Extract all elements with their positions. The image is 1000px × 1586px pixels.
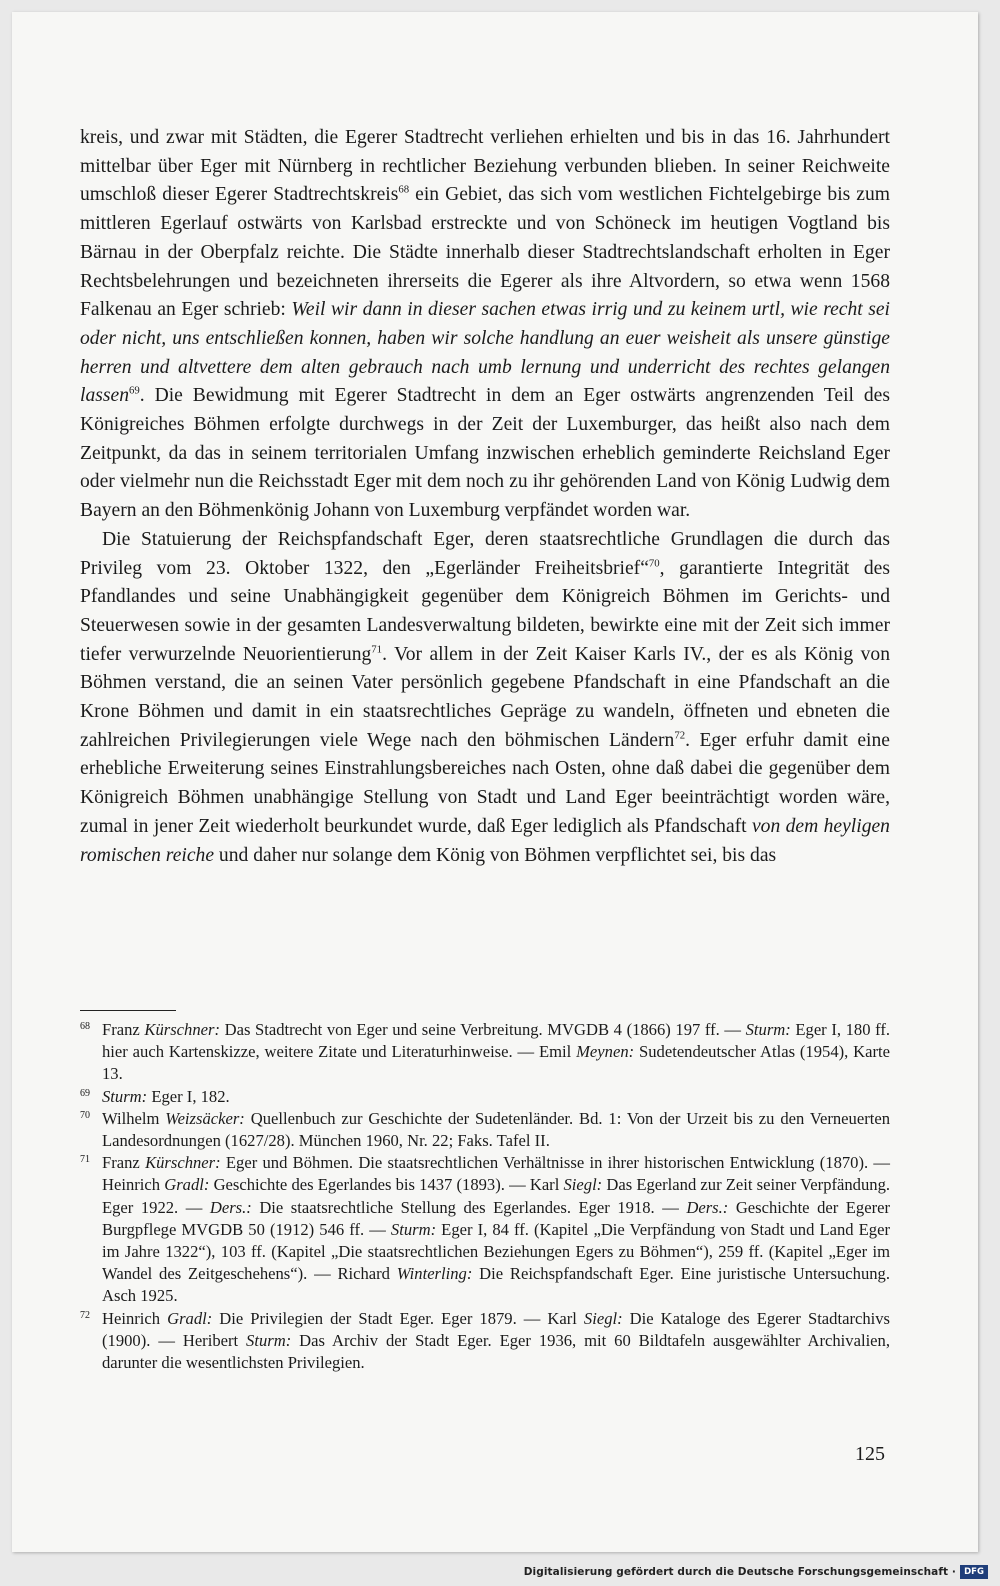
body-text [80, 124, 890, 870]
footnote-ref: 69 [128, 384, 140, 397]
italic-text: Kürschner: [144, 1020, 220, 1039]
footnote-number: 69 [80, 1087, 90, 1099]
footnote-rule [80, 1010, 176, 1011]
text-run: Die Privilegien der Stadt Eger. Eger 1879. — Karl [212, 1308, 584, 1328]
footnote-69 [80, 1086, 890, 1108]
footnote-68 [80, 1019, 890, 1086]
italic-text: Ders.: [686, 1197, 729, 1217]
text-run: Das Stadtrecht von Eger und seine Verbreitung. MVGDB 4 (1866) 197 ff. — [219, 1020, 746, 1039]
footnote-number: 68 [80, 1021, 90, 1032]
text-run: Eger I, 180 ff. hier auch Kartenskizze, weitere Zitate und Literaturhinweise. — Emil [102, 1020, 890, 1062]
text-run: Geschichte der Egerer Burgpflege MVGDB 50 (1912) 546 ff. — [102, 1197, 890, 1239]
text-run: Franz [102, 1020, 145, 1039]
italic-text: Ders.: [209, 1197, 252, 1217]
text-run: Die Kataloge des Egerer Stadtarchivs (1900). — Heribert [102, 1308, 890, 1350]
text-run: Quellenbuch zur Geschichte der Sudetenländer. Bd. 1: Von der Urzeit bis zu den Verneuerten Landesordnungen (1627/28). München 1960, Nr. 22; Faks. Tafel II. [102, 1108, 891, 1151]
italic-text: Weil wir dann in dieser sachen etwas irrig und zu keinem urtl, wie recht sei oder nicht, uns entschließen konnen, haben wir solche handlung an euer weisheit als unsere günstige herren und altvettere dem alten gebrauch nach umb lernung und underricht des rechtes gelangen lassen [80, 299, 890, 407]
dfg-logo: DFG [960, 1565, 988, 1579]
digitization-credit: Digitalisierung gefördert durch die Deutsche Forschungsgemeinschaft · [523, 1566, 956, 1578]
italic-text: Sturm: [246, 1330, 292, 1350]
italic-text: Sturm: [102, 1086, 148, 1106]
footnote-72 [80, 1308, 890, 1375]
italic-text: Siegl: [563, 1175, 603, 1195]
footnotes [80, 1019, 890, 1374]
text-run: Eger und Böhmen. Die staatsrechtlichen Verhältnisse in ihrer historischen Entwicklung (1870). — Heinrich [102, 1153, 890, 1195]
italic-text: Gradl: [167, 1308, 213, 1328]
footnote-number: 70 [80, 1109, 90, 1121]
text-run: Die Statuierung der Reichspfandschaft Eger, deren staatsrechtliche Grundlagen die durch das Privileg vom 23. Oktober 1322, den „Egerländer Freiheitsbrief“ [80, 528, 890, 579]
italic-text: Sturm: [745, 1020, 791, 1039]
text-run: . Die Bewidmung mit Egerer Stadtrecht in dem an Eger ostwärts angrenzenden Teil des Königreiches Böhmen erfolgte durchwegs in der Zeit der Luxemburger, das heißt also nach dem Zeitpunkt, da das in seinem territorialen Umfang inzwischen erheblich geminderte Reichsland Eger oder vielmehr nun die Reichsstadt Eger mit dem noch zu ihr gehörenden Land von König Ludwig dem Bayern an den Böhmenkönig Johann von Luxemburg verpfändet worden war. [80, 385, 890, 522]
footnote-ref: 68 [398, 183, 410, 196]
text-run: Franz [102, 1153, 146, 1173]
text-run: . Eger erfuhr damit eine erhebliche Erweiterung seines Einstrahlungsbereiches nach Osten, ohne daß dabei die gegenüber dem Königreich Böhmen unabhängige Stellung von Stadt und Land Eger beeinträchtigt worden wäre, zumal in jener Zeit wiederholt beurkundet wurde, daß Eger lediglich als Pfandschaft [80, 729, 890, 837]
italic-text: Weizsäcker: [165, 1108, 245, 1128]
text-run: Geschichte des Egerlandes bis 1437 (1893). — Karl [209, 1175, 564, 1195]
footnote-70 [80, 1108, 890, 1152]
footnote-number: 72 [80, 1309, 90, 1321]
text-run: Eger I, 84 ff. (Kapitel „Die Verpfändung von Stadt und Land Eger im Jahre 1322“), 103 ff. (Kapitel „Die staatsrechtlichen Beziehungen Egers zu Böhmen“), 259 ff. (Kapitel „Eger im Wandel des Zeitgeschehens“). — Richard [102, 1219, 890, 1284]
text-run: . Vor allem in der Zeit Kaiser Karls IV., der es als König von Böhmen verstand, die an seinen Vater persönlich gegebene Pfandschaft in eine Pfandschaft an die Krone Böhmen und damit in ein staatsrechtliches Gepräge zu wandeln, öffneten und ebneten die zahlreichen Privilegierungen viele Wege nach den böhmischen Ländern [80, 643, 890, 751]
text-run: Das Archiv der Stadt Eger. Eger 1936, mit 60 Bildtafeln ausgewählter Archivalien, darunter die wesentlichsten Privilegien. [102, 1330, 890, 1373]
text-run: Heinrich [102, 1308, 168, 1328]
text-run: ein Gebiet, das sich vom westlichen Fichtelgebirge bis zum mittleren Egerlauf ostwärts von Karlsbad erstreckte und von Schöneck im heutigen Vogtland bis Bärnau in der Oberpfalz reichte. Die Städte innerhalb dieser Stadtrechtslandschaft erholten in Eger Rechtsbelehrungen und bezeichneten ihrerseits die Egerer als ihre Altvordern, so etwa wenn 1568 Falkenau an Eger schrieb: [80, 184, 891, 321]
italic-text: Siegl: [583, 1308, 623, 1328]
text-run: Wilhelm [102, 1108, 166, 1128]
footnote-71 [80, 1152, 890, 1307]
footnote-ref: 70 [648, 557, 660, 570]
text-run: Die staatsrechtliche Stellung des Egerlandes. Eger 1918. — [251, 1197, 687, 1217]
italic-text: Sturm: [390, 1219, 437, 1239]
text-run: Sudetendeutscher Atlas (1954), Karte 13. [102, 1042, 890, 1084]
text-run: , garantierte Integrität des Pfandlandes und seine Unabhängigkeit gegenüber dem Königreich Böhmen im Gerichts- und Steuerwesen sowie in der gesamten Landesverwaltung bildeten, bewirkte eine mit der Zeit sich immer tiefer verwurzelnde Neuorientierung [80, 557, 890, 665]
paragraph-1 [80, 124, 890, 526]
text-run: Eger I, 182. [147, 1086, 230, 1106]
italic-text: von dem heyligen romischen reiche [80, 815, 890, 866]
page-number: 125 [855, 1443, 885, 1465]
text-run: Die Reichspfandschaft Eger. Eine juristische Untersuchung. Asch 1925. [102, 1264, 891, 1306]
footnote-ref: 71 [371, 643, 383, 656]
italic-text: Kürschner: [145, 1153, 221, 1173]
text-run: kreis, und zwar mit Städten, die Egerer Stadtrecht verliehen erhielten und bis in das 16. Jahrhundert mittelbar über Eger mit Nürnberg in rechtlicher Beziehung verbunden blieben. In seiner Reichweite umschloß dieser Egerer Stadtrechtskreis [80, 127, 890, 206]
italic-text: Gradl: [164, 1175, 210, 1195]
footnote-ref: 72 [674, 729, 686, 742]
text-run: Das Egerland zur Zeit seiner Verpfändung. Eger 1922. — [102, 1175, 891, 1217]
footnote-number: 71 [80, 1154, 90, 1166]
paragraph-2 [80, 526, 890, 870]
italic-text: Winterling: [396, 1264, 473, 1284]
italic-text: Meynen: [576, 1042, 635, 1062]
page-sheet [12, 12, 978, 1552]
text-run: und daher nur solange dem König von Böhmen verpflichtet sei, bis das [214, 844, 777, 866]
